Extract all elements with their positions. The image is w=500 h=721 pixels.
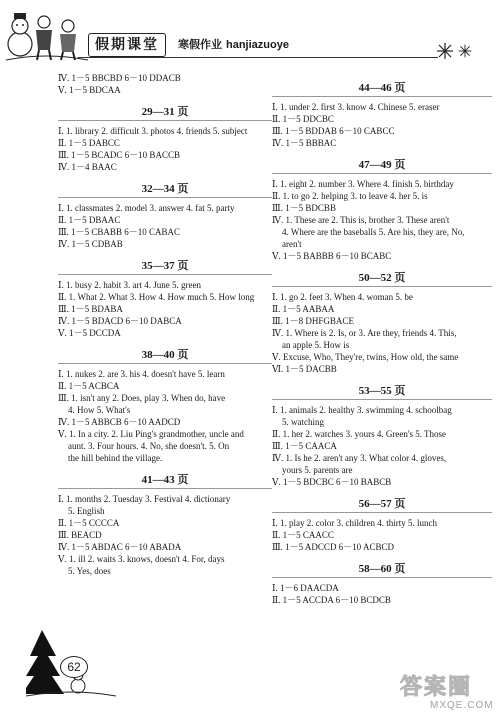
answer-line: Ⅰ. 1. animals 2. healthy 3. swimming 4. schoolbag	[272, 405, 452, 415]
answer-line-continuation: 4. Where are the baseballs 5. Are his, they are, No,	[282, 227, 465, 237]
book-title: 假期课堂	[88, 33, 166, 57]
answer-line: Ⅴ. 1－5 BABBB 6－10 BCABC	[272, 251, 392, 261]
answer-line: Ⅲ. 1－5 BDDAB 6－10 CABCC	[272, 126, 395, 136]
answer-line: Ⅳ. 1－5 BDACD 6－10 DABCA	[58, 316, 182, 326]
answer-line: Ⅱ. 1－5 DABCC	[58, 138, 120, 148]
answer-line: Ⅲ. 1－5 CAACA	[272, 441, 337, 451]
answers-left-column	[58, 72, 272, 577]
section-heading: 44—46 页	[272, 82, 492, 97]
snowflake-icon	[436, 42, 454, 60]
section-heading: 53—55 页	[272, 385, 492, 400]
section-heading: 41—43 页	[58, 474, 272, 489]
answer-line: Ⅳ. 1－4 BAAC	[58, 162, 117, 172]
section-heading: 58—60 页	[272, 563, 492, 578]
answer-line: Ⅰ. 1. classmates 2. model 3. answer 4. fat 5. party	[58, 203, 235, 213]
answer-line-continuation: aunt. 3. Four hours. 4. No, she doesn't. 5. On	[68, 441, 230, 451]
answer-line: Ⅴ. 1－5 BDCAA	[58, 85, 121, 95]
answer-line: Ⅳ. 1－5 BBCBD 6－10 DDACB	[58, 73, 181, 83]
answer-line-continuation: the hill behind the village.	[68, 453, 163, 463]
answer-line: Ⅰ. 1. under 2. first 3. know 4. Chinese 5. eraser	[272, 102, 440, 112]
answer-line: Ⅵ. 1－5 DACBB	[272, 364, 337, 374]
answer-line-continuation: aren't	[282, 239, 302, 249]
answer-line: Ⅳ. 1. Is he 2. aren't any 3. What color 4. gloves,	[272, 453, 447, 463]
answer-line: Ⅱ. 1－5 DBAAC	[58, 215, 121, 225]
answer-line: Ⅱ. 1－5 AABAA	[272, 304, 335, 314]
answer-line: Ⅲ. 1－8 DHFGBACE	[272, 316, 354, 326]
answer-line: Ⅳ. 1. These are 2. This is, brother 3. These aren't	[272, 215, 450, 225]
section-heading: 56—57 页	[272, 498, 492, 513]
answer-line: Ⅰ. 1. nukes 2. are 3. his 4. doesn't have 5. learn	[58, 369, 225, 379]
page-header	[0, 0, 500, 66]
answer-line: Ⅰ. 1. library 2. difficult 3. photos 4. friends 5. subject	[58, 126, 248, 136]
snowman-kids-illustration-icon	[6, 4, 88, 62]
answer-line: Ⅴ. 1. ill 2. waits 3. knows, doesn't 4. For, days	[58, 554, 225, 564]
watermark-logo: 答案圈	[400, 675, 473, 700]
section-heading: 47—49 页	[272, 159, 492, 174]
book-subtitle	[178, 36, 289, 52]
answer-line: Ⅴ. Excuse, Who, They're, twins, How old, the same	[272, 352, 459, 362]
answer-line: Ⅴ. 1－5 DCCDA	[58, 328, 121, 338]
header-divider	[78, 57, 438, 58]
answers-right-column	[272, 72, 492, 606]
answer-line: Ⅲ. BEACD	[58, 530, 102, 540]
subtitle-pinyin: hanjiazuoye	[226, 39, 289, 51]
answer-line-continuation: yours 5. parents are	[282, 465, 353, 475]
subtitle-chinese: 寒假作业	[178, 38, 222, 51]
answer-line: Ⅱ. 1. to go 2. helping 3. to leave 4. her 5. is	[272, 191, 428, 201]
watermark-url: MXQE.COM	[430, 700, 494, 711]
answer-line: Ⅰ. 1. play 2. color 3. children 4. thirty 5. lunch	[272, 518, 438, 528]
answer-line: Ⅲ. 1－5 ADCCD 6－10 ACBCD	[272, 542, 394, 552]
answer-line: Ⅱ. 1. her 2. watches 3. yours 4. Green's 5. Those	[272, 429, 447, 439]
answer-line: Ⅰ. 1－6 DAACDA	[272, 583, 339, 593]
section-heading: 32—34 页	[58, 183, 272, 198]
answer-line: Ⅲ. 1－5 BDABA	[58, 304, 123, 314]
answer-line: Ⅰ. 1. go 2. feet 3. When 4. woman 5. be	[272, 292, 413, 302]
answer-line-continuation: 5. English	[68, 506, 105, 516]
answer-line-continuation: 4. How 5. What's	[68, 405, 131, 415]
answer-line: Ⅱ. 1－5 DDCBC	[272, 114, 334, 124]
section-heading: 35—37 页	[58, 260, 272, 275]
answer-line: Ⅱ. 1－5 CCCCA	[58, 518, 120, 528]
answer-line: Ⅰ. 1. eight 2. number 3. Where 4. finish 5. birthday	[272, 179, 454, 189]
answer-line-continuation: an apple 5. How is	[282, 340, 350, 350]
answer-line: Ⅳ. 1－5 BBBAC	[272, 138, 337, 148]
answer-line: Ⅲ. 1. isn't any 2. Does, play 3. When do, have	[58, 393, 226, 403]
answer-line: Ⅱ. 1－5 CAACC	[272, 530, 334, 540]
answer-line: Ⅱ. 1－5 ACCDA 6－10 BCDCB	[272, 595, 391, 605]
answer-line-continuation: 5. watching	[282, 417, 324, 427]
section-heading: 38—40 页	[58, 349, 272, 364]
answer-line: Ⅲ. 1－5 CBABB 6－10 CABAC	[58, 227, 180, 237]
answer-line: Ⅰ. 1. busy 2. habit 3. art 4. June 5. green	[58, 280, 202, 290]
answer-line: Ⅴ. 1. In a city. 2. Liu Ping's grandmother, uncle and	[58, 429, 244, 439]
answer-line: Ⅰ. 1. months 2. Tuesday 3. Festival 4. dictionary	[58, 494, 231, 504]
answer-line: Ⅱ. 1. What 2. What 3. How 4. How much 5. How long	[58, 292, 255, 302]
answer-line: Ⅲ. 1－5 BDCBB	[272, 203, 336, 213]
answer-line: Ⅳ. 1. Where is 2. Is, or 3. Are they, friends 4. This,	[272, 328, 457, 338]
answer-line: Ⅳ. 1－5 CDBAB	[58, 239, 123, 249]
answer-line: Ⅲ. 1－5 BCADC 6－10 BACCB	[58, 150, 180, 160]
answer-line-continuation: 5. Yes, does	[68, 566, 111, 576]
page-number: 62	[60, 656, 88, 678]
snowflake-icon	[458, 44, 472, 58]
section-heading: 29—31 页	[58, 106, 272, 121]
section-heading: 50—52 页	[272, 272, 492, 287]
answer-line: Ⅳ. 1－5 ABDAC 6－10 ABADA	[58, 542, 182, 552]
answer-line: Ⅳ. 1－5 ABBCB 6－10 AADCD	[58, 417, 181, 427]
answer-line: Ⅴ. 1－5 BDCBC 6－10 BABCB	[272, 477, 392, 487]
answer-line: Ⅱ. 1－5 ACBCA	[58, 381, 120, 391]
